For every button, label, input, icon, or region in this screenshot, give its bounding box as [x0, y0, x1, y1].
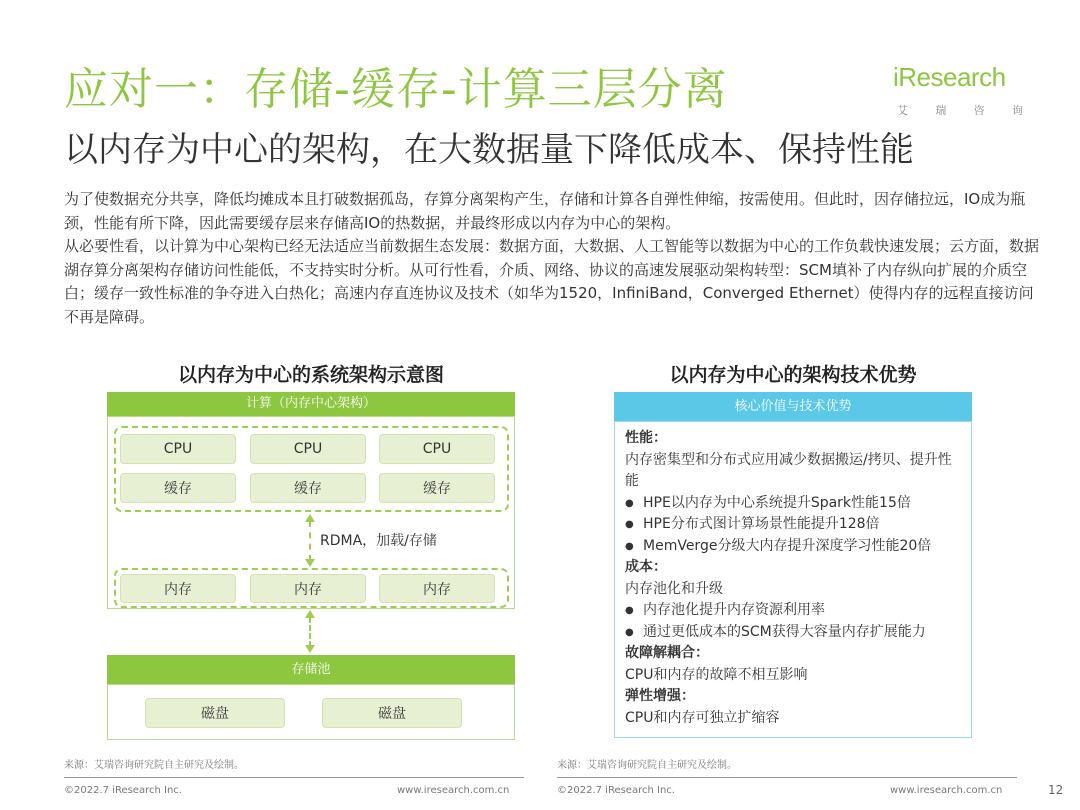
- advantage-bullet: [625, 493, 961, 515]
- advantages-list: [615, 422, 971, 729]
- disk-chip: 磁盘: [145, 698, 285, 728]
- advantage-bullet: [625, 514, 961, 536]
- advantage-heading: 弹性增强：: [625, 688, 695, 704]
- advantage-heading: 故障解耦合：: [625, 645, 709, 661]
- advantage-bullet-text: MemVerge分级大内存提升深度学习性能20倍: [643, 537, 932, 554]
- cpu-chip: CPU: [379, 434, 495, 464]
- footer-url-left: www.iresearch.com.cn: [397, 785, 510, 796]
- source-note-right: 来源：艾瑞咨询研究院自主研究及绘制。: [557, 760, 737, 771]
- page-title: 应对一：存储-缓存-计算三层分离: [64, 64, 728, 115]
- body-text: [64, 188, 1044, 329]
- advantages-bar: 核心价值与技术优势: [614, 392, 972, 421]
- advantage-heading: 性能：: [625, 430, 667, 446]
- advantage-text: CPU和内存的故障不相互影响: [625, 666, 808, 683]
- cache-chip: 缓存: [379, 473, 495, 503]
- cache-chip: 缓存: [250, 473, 366, 503]
- logo-char: 询: [1011, 104, 1023, 117]
- logo-char: 瑞: [935, 104, 947, 117]
- advantage-bullet: [625, 600, 961, 622]
- bullet-icon: ●: [625, 540, 634, 552]
- storage-pool-bar: 存储池: [107, 655, 515, 684]
- advantage-text: CPU和内存可独立扩缩容: [625, 709, 780, 726]
- page-number: 12: [1048, 783, 1064, 797]
- advantage-heading: 成本：: [625, 559, 667, 575]
- cache-chip: 缓存: [120, 473, 236, 503]
- paragraph: 为了使数据充分共享，降低均摊成本且打破数据孤岛，存算分离架构产生，存储和计算各自弹性伸缩，按需使用。但此时，因存储拉远，IO成为瓶颈，性能有所下降，因此需要缓存层来存储高IO的热数据，并最终形成以内存为中心的架构。: [64, 190, 1026, 232]
- paragraph: 从必要性看，以计算为中心架构已经无法适应当前数据生态发展：数据方面，大数据、人工智能等以数据为中心的工作负载快速发展；云方面，数据湖存算分离架构存储访问性能低，不支持实时分析。从可行性看，介质、网络、协议的高速发展驱动架构转型：SCM填补了内存纵向扩展的介质空白；缓存一致性标准的争夺进入白热化；高速内存直连协议及技术（如华为1520，InfiniBand，Converged Ethernet）使得内存的远程直接访问不再是障碍。: [64, 237, 1040, 326]
- footer-copyright-right: ©2022.7 iResearch Inc.: [557, 785, 675, 796]
- arrow-down-icon: [305, 559, 315, 567]
- advantage-bullet: [625, 622, 961, 644]
- logo-text: iResearch: [893, 62, 1006, 92]
- advantages-heading: 以内存为中心的架构技术优势: [669, 364, 917, 386]
- advantage-bullet-text: HPE分布式图计算场景性能提升128倍: [643, 516, 880, 532]
- memory-chip: 内存: [250, 574, 366, 603]
- footer-rule-left: [64, 777, 524, 778]
- cpu-chip: CPU: [120, 434, 236, 464]
- memory-chip: 内存: [120, 574, 236, 603]
- diagram-heading: 以内存为中心的系统架构示意图: [177, 364, 444, 386]
- disk-chip: 磁盘: [322, 698, 462, 728]
- rdma-label: RDMA，加载/存储: [320, 533, 437, 549]
- rdma-connector: [309, 521, 311, 561]
- logo-subtext: [897, 102, 1023, 118]
- advantage-bullet-text: 内存池化提升内存资源利用率: [643, 602, 825, 618]
- advantage-text: 内存池化和升级: [625, 580, 723, 597]
- logo-char: 艾: [897, 104, 908, 117]
- advantage-bullet-text: 通过更低成本的SCM获得大容量内存扩展能力: [643, 623, 926, 640]
- bullet-icon: ●: [625, 626, 634, 638]
- page-subtitle: 以内存为中心的架构，在大数据量下降低成本、保持性能: [64, 130, 914, 170]
- storage-connector: [309, 617, 311, 647]
- memory-chip: 内存: [379, 574, 495, 603]
- advantage-bullet-text: HPE以内存为中心系统提升Spark性能15倍: [643, 494, 911, 511]
- logo-char: 咨: [973, 104, 985, 117]
- bullet-icon: ●: [625, 519, 634, 530]
- compute-bar: 计算（内存中心架构）: [107, 392, 515, 416]
- footer-copyright-left: ©2022.7 iResearch Inc.: [64, 785, 182, 796]
- cpu-chip: CPU: [250, 434, 366, 464]
- advantage-text: 内存密集型和分布式应用减少数据搬运/拷贝、提升性能: [625, 451, 952, 489]
- footer-rule-right: [557, 777, 1017, 778]
- arrow-down-icon: [305, 645, 315, 653]
- footer-url-right: www.iresearch.com.cn: [890, 785, 1003, 796]
- bullet-icon: ●: [625, 605, 634, 616]
- iresearch-logo: [893, 60, 1025, 122]
- source-note-left: 来源：艾瑞咨询研究院自主研究及绘制。: [64, 760, 244, 771]
- bullet-icon: ●: [625, 497, 634, 509]
- advantages-box: [614, 421, 972, 738]
- advantage-bullet: [625, 536, 961, 558]
